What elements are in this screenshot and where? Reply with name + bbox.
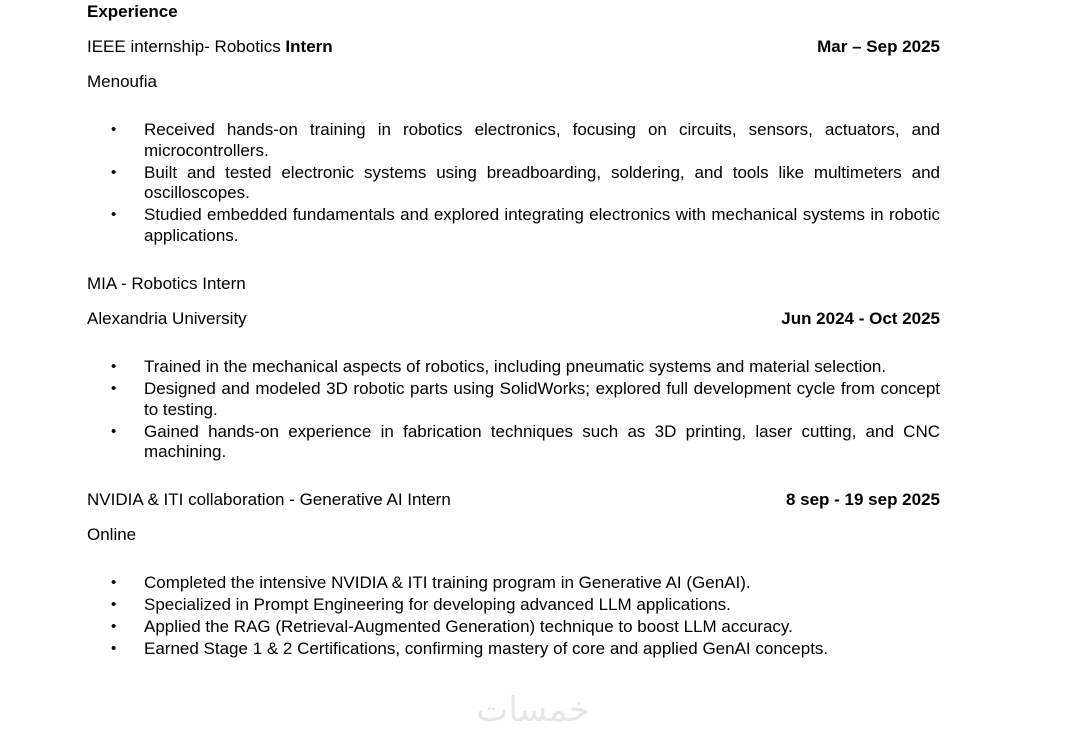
list-item: • Studied embedded fundamentals and explored integrating electronics with mechanical systems in robotic applications. [111,205,940,245]
entry-3-bullets [87,573,940,661]
entry-3-dates: 8 sep - 19 sep 2025 [785,490,940,509]
list-item: • Gained hands-on experience in fabrication techniques such as 3D printing, laser cutting, and CNC machining. [111,421,940,461]
section-title: Experience [87,2,178,21]
entry-1-dates: Mar – Sep 2025 [817,37,940,56]
list-item: • Completed the intensive NVIDIA & ITI training program in Generative AI (GenAI). [111,573,751,592]
bullet-icon: • [111,121,117,138]
entry-3-location: Online [87,525,137,544]
entry-3-role: NVIDIA & ITI collaboration - Generative AI Intern [87,490,451,509]
list-item: • Trained in the mechanical aspects of robotics, including pneumatic systems and material selection. [111,357,887,376]
entry-1-role-prefix: IEEE internship- Robotics [87,37,286,56]
bullet-icon: • [111,422,117,440]
entry-1-header [87,36,940,58]
entry-2-header [87,308,940,330]
bullet-icon: • [111,618,117,635]
watermark-logo: خمسات [476,690,590,730]
entry-1-role-bold: Intern [285,37,333,56]
entry-1-bullets [87,120,940,248]
bullet-icon: • [111,380,117,397]
list-item: • Designed and modeled 3D robotic parts using SolidWorks; explored full development cycle from concept to testing. [111,379,940,419]
list-item: • Received hands-on training in robotics electronics, focusing on circuits, sensors, actuators, and microcontrollers. [111,120,940,160]
bullet-icon: • [111,596,117,613]
bullet-icon: • [111,574,117,591]
entry-3-header [87,489,940,511]
bullet-icon: • [111,206,117,223]
list-item: • Applied the RAG (Retrieval-Augmented Generation) technique to boost LLM accuracy. [111,617,793,636]
entry-1-location: Menoufia [87,72,157,91]
list-item: • Earned Stage 1 & 2 Certifications, confirming mastery of core and applied GenAI concepts. [111,639,829,658]
bullet-icon: • [111,163,117,181]
list-item: • Built and tested electronic systems using breadboarding, soldering, and tools like multimeters and oscilloscopes. [111,162,940,202]
list-item: • Specialized in Prompt Engineering for developing advanced LLM applications. [111,595,731,614]
bullet-icon: • [111,358,117,375]
entry-2-role: MIA - Robotics Intern [87,274,246,293]
entry-2-bullets [87,357,940,464]
entry-2-location: Alexandria University [87,309,247,328]
bullet-icon: • [111,640,117,657]
entry-2-dates: Jun 2024 - Oct 2025 [781,309,940,328]
